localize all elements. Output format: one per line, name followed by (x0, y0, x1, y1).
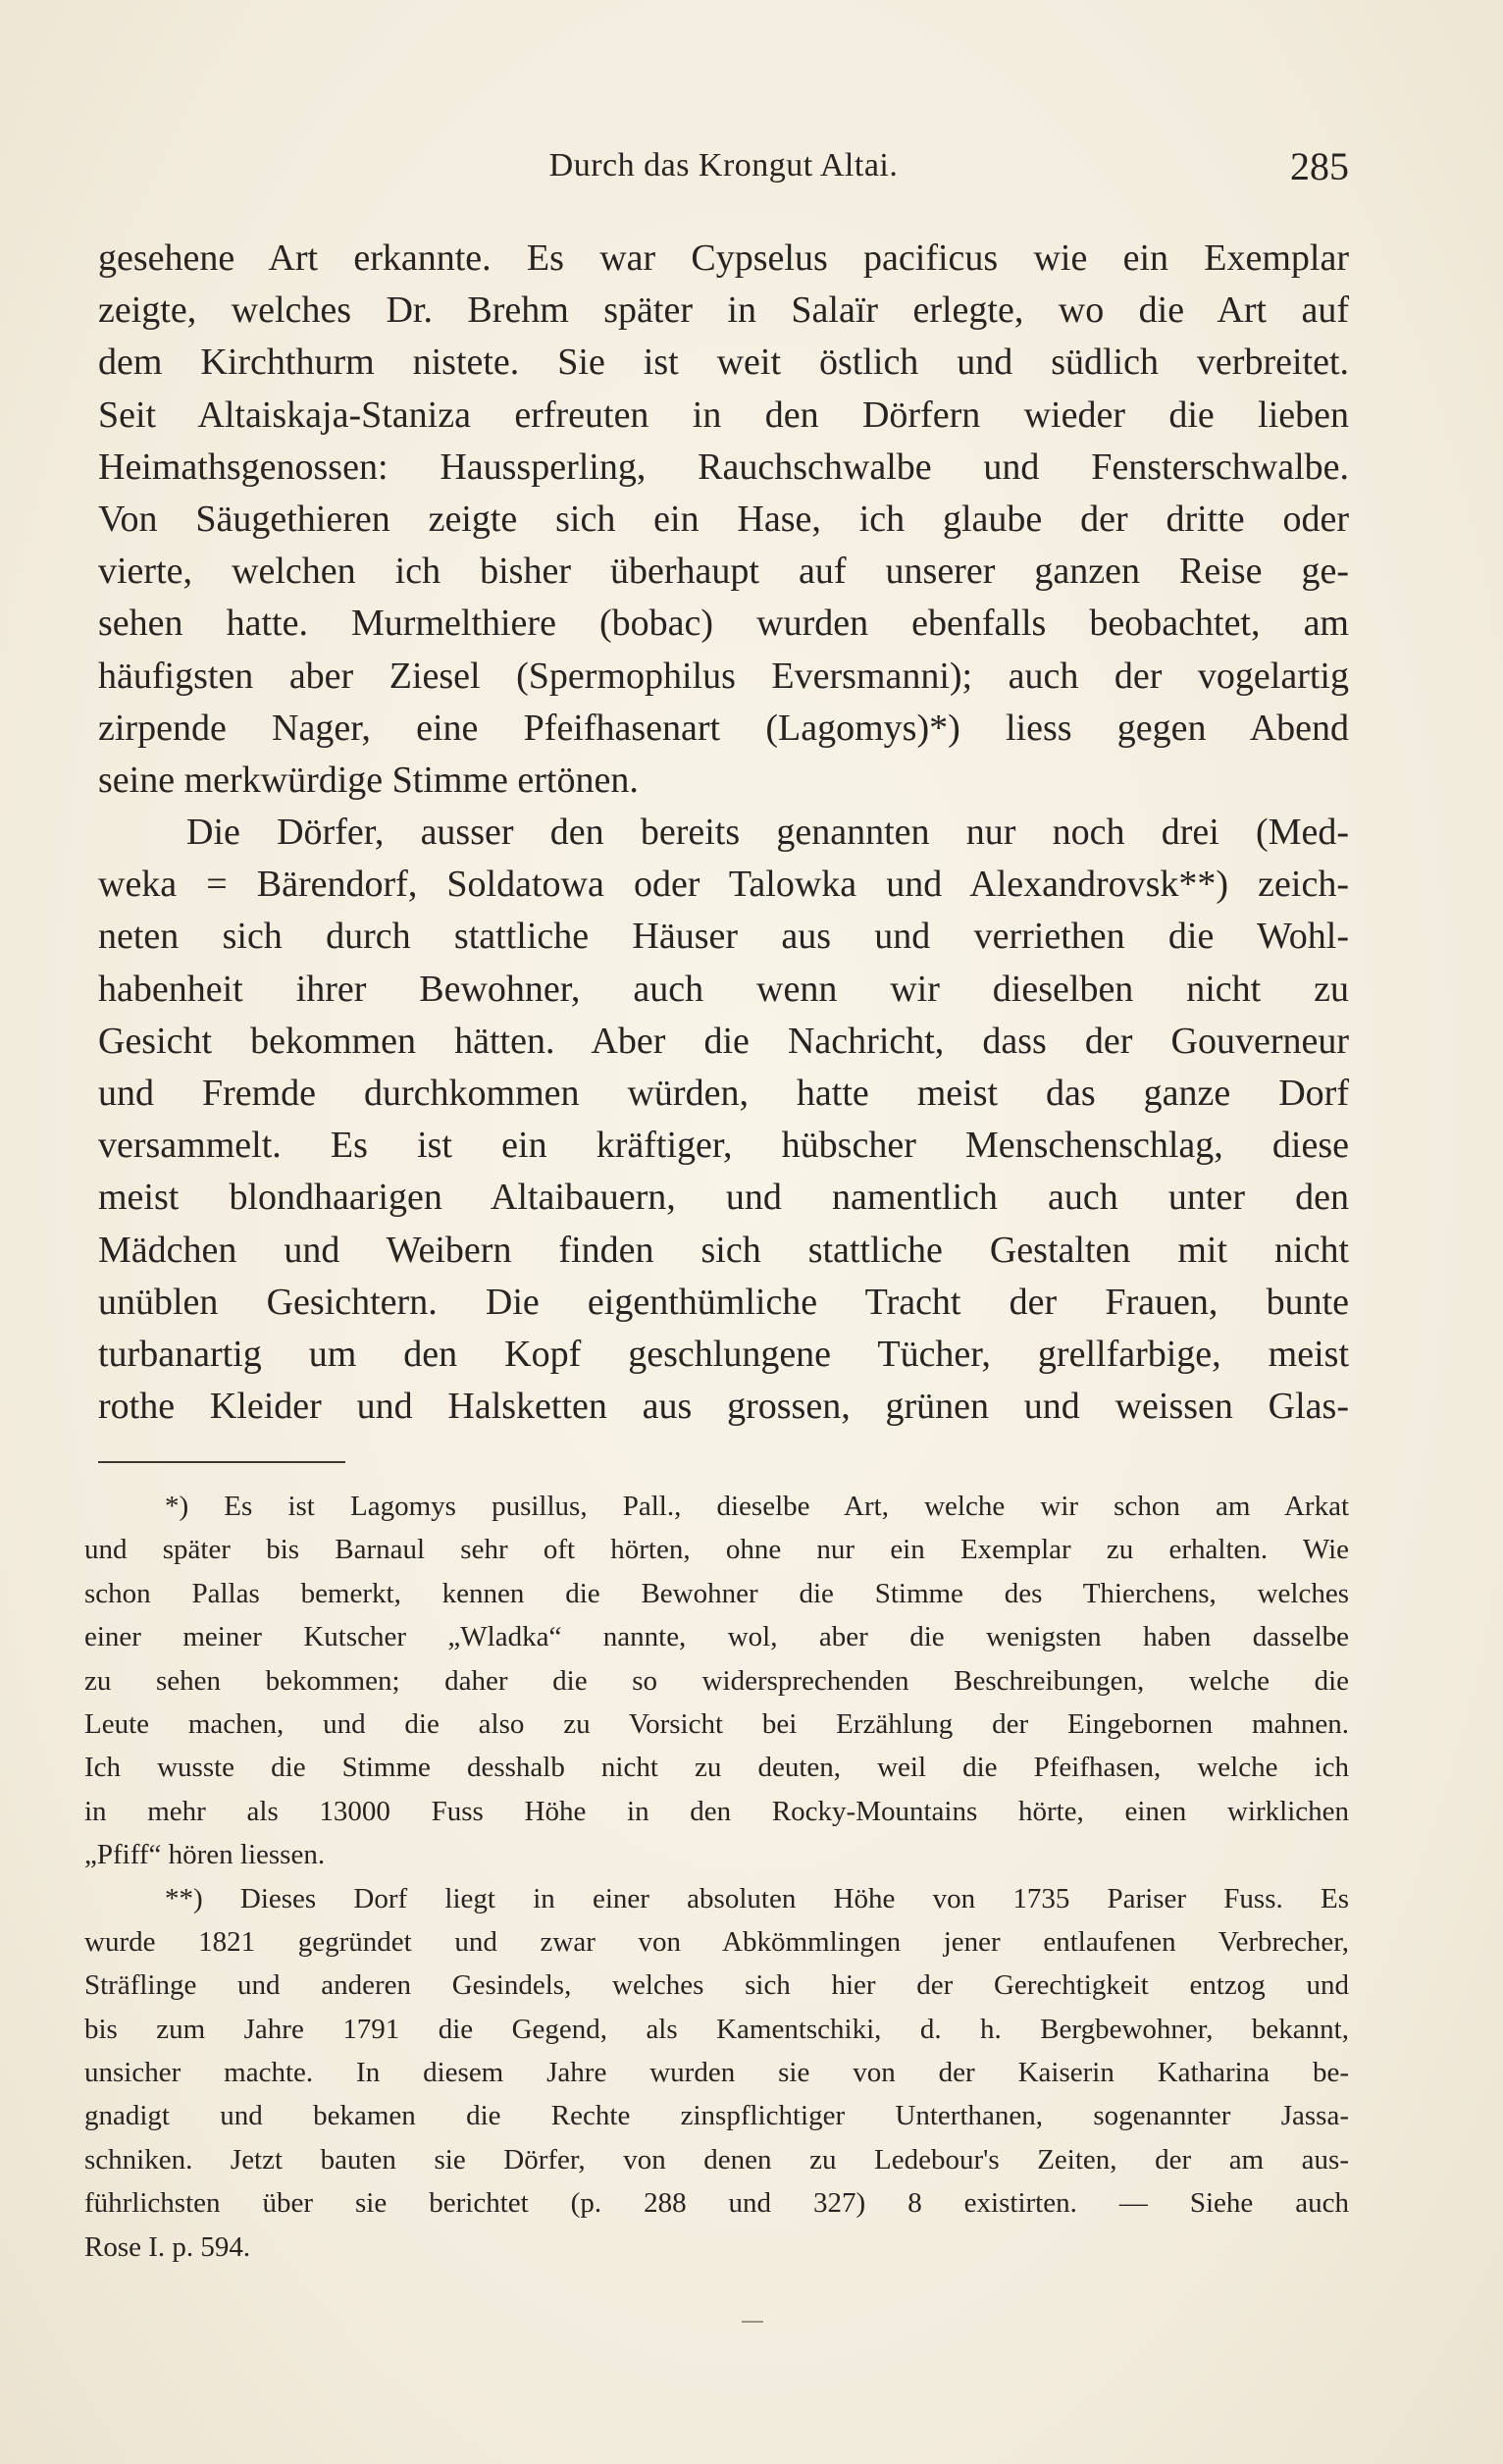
footnote-line: Leute machen, und die also zu Vorsicht bei Erzählung der Eingebornen mahnen. (84, 1707, 1349, 1740)
body-line: zirpende Nager, eine Pfeifhasenart (Lagomys)*) liess gegen Abend (98, 707, 1349, 749)
body-line: Gesicht bekommen hätten. Aber die Nachricht, dass der Gouverneur (98, 1020, 1349, 1062)
body-line: Von Säugethieren zeigte sich ein Hase, ich glaube der dritte oder (98, 498, 1349, 540)
footnote-line: schon Pallas bemerkt, kennen die Bewohner die Stimme des Thierchens, welches (84, 1577, 1349, 1609)
footnote-line: einer meiner Kutscher „Wladka“ nannte, wol, aber die wenigsten haben dasselbe (84, 1621, 1349, 1653)
footnote-line: gnadigt und bekamen die Rechte zinspflichtiger Unterthanen, sogenannter Jassa- (84, 2100, 1349, 2132)
footnote-line: in mehr als 13000 Fuss Höhe in den Rocky-Mountains hörte, einen wirklichen (84, 1795, 1349, 1827)
footnote-line: schniken. Jetzt bauten sie Dörfer, von denen zu Ledebour's Zeiten, der am aus- (84, 2143, 1349, 2176)
body-text (98, 233, 1349, 1433)
body-line: gesehene Art erkannte. Es war Cypselus pacificus wie ein Exemplar (98, 237, 1349, 279)
body-line: Die Dörfer, ausser den bereits genannten nur noch drei (Med- (186, 812, 1349, 854)
body-line: häufigsten aber Ziesel (Spermophilus Eversmanni); auch der vogelartig (98, 655, 1349, 697)
body-line: unüblen Gesichtern. Die eigenthümliche Tracht der Frauen, bunte (98, 1281, 1349, 1323)
footnote-line: Rose I. p. 594. (84, 2230, 251, 2263)
page-number: 285 (1290, 144, 1349, 188)
body-line: versammelt. Es ist ein kräftiger, hübscher Menschenschlag, diese (98, 1125, 1349, 1167)
running-title: Durch das Krongut Altai. (548, 147, 899, 183)
body-line: vierte, welchen ich bisher überhaupt auf unserer ganzen Reise ge- (98, 550, 1349, 593)
body-line: turbanartig um den Kopf geschlungene Tücher, grellfarbige, meist (98, 1333, 1349, 1375)
body-line: zeigte, welches Dr. Brehm später in Salaïr erlegte, wo die Art auf (98, 289, 1349, 332)
body-line: habenheit ihrer Bewohner, auch wenn wir dieselben nicht zu (98, 968, 1349, 1010)
body-line: Mädchen und Weibern finden sich stattliche Gestalten mit nicht (98, 1229, 1349, 1271)
body-line: weka = Bärendorf, Soldatowa oder Talowka und Alexandrovsk**) zeich- (98, 864, 1349, 906)
footnote-line: zu sehen bekommen; daher die so widersprechenden Beschreibungen, welche die (84, 1664, 1349, 1697)
footnote-divider (98, 1461, 345, 1463)
bottom-mark (742, 2321, 763, 2323)
footnote-line: führlichsten über sie berichtet (p. 288 und 327) 8 existirten. — Siehe auch (84, 2187, 1349, 2220)
body-line: rothe Kleider und Halsketten aus grossen, grünen und weissen Glas- (98, 1386, 1349, 1428)
footnote-line: und später bis Barnaul sehr oft hörten, ohne nur ein Exemplar zu erhalten. Wie (84, 1534, 1349, 1566)
footnote-line: unsicher machte. In diesem Jahre wurden sie von der Kaiserin Katharina be- (84, 2057, 1349, 2089)
body-line: meist blondhaarigen Altaibauern, und namentlich auch unter den (98, 1177, 1349, 1219)
footnote-line: **) Dieses Dorf liegt in einer absoluten Höhe von 1735 Pariser Fuss. Es (165, 1882, 1349, 1914)
footnote-line: Ich wusste die Stimme desshalb nicht zu deuten, weil die Pfeifhasen, welche ich (84, 1752, 1349, 1784)
footnotes (84, 1485, 1349, 2269)
page-header (98, 143, 1349, 192)
body-line: Heimathsgenossen: Haussperling, Rauchschwalbe und Fensterschwalbe. (98, 446, 1349, 488)
body-line: sehen hatte. Murmelthiere (bobac) wurden ebenfalls beobachtet, am (98, 603, 1349, 645)
footnote-line: „Pfiff“ hören liessen. (84, 1839, 326, 1871)
body-line: neten sich durch stattliche Häuser aus und verriethen die Wohl- (98, 916, 1349, 958)
footnote-line: wurde 1821 gegründet und zwar von Abkömmlingen jener entlaufenen Verbrecher, (84, 1925, 1349, 1958)
footnote-line: Sträflinge und anderen Gesindels, welches sich hier der Gerechtigkeit entzog und (84, 1969, 1349, 2002)
body-line: Seit Altaiskaja-Staniza erfreuten in den Dörfern wieder die lieben (98, 393, 1349, 436)
body-line: seine merkwürdige Stimme ertönen. (98, 759, 639, 801)
footnote-line: bis zum Jahre 1791 die Gegend, als Kamentschiki, d. h. Bergbewohner, bekannt, (84, 2013, 1349, 2045)
footnote-line: *) Es ist Lagomys pusillus, Pall., dieselbe Art, welche wir schon am Arkat (165, 1491, 1349, 1522)
body-line: und Fremde durchkommen würden, hatte meist das ganze Dorf (98, 1073, 1349, 1114)
body-line: dem Kirchthurm nistete. Sie ist weit östlich und südlich verbreitet. (98, 341, 1349, 384)
